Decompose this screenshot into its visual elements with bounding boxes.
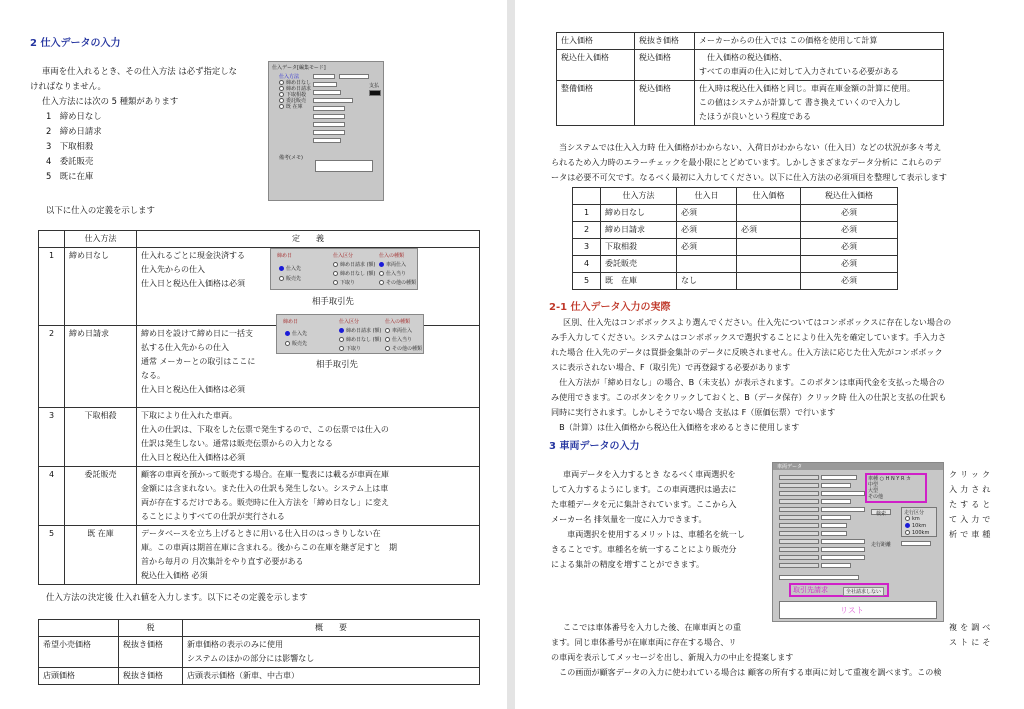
list-item: 1 締め日なし (46, 111, 102, 121)
table-row: 4 委託販売 必須 (573, 256, 898, 273)
table-header: 仕入方法 定 義 (39, 231, 480, 248)
paragraph: 車両データを入力するとき なるべく車両選択を して入力するようにします。この車両選択は過去に た車種データを元に集計されています。ここから入 メーカー名 排気量を一度に入力できます。 車両選択を使用するメリットは、車種名を統一し きることです。車種名を統一することにより販売分 による集計の精度を増すことができます。 (551, 469, 745, 569)
figure-caption: 相手取引先 (312, 296, 354, 306)
table-row: 1 締め日なし 仕入れるごとに現金決済する 仕入先からの仕入 仕入日と税込仕入価格は必須 (39, 248, 480, 326)
section-heading-3: 3 車両データの入力 (549, 441, 640, 452)
table-row: 店頭価格 税抜き価格 店頭表示価格（新車、中古車） (39, 668, 480, 685)
paragraph: 当システムでは仕入入力時 仕入価格がわからない、入荷日がわからない（仕入日）などの状況が多々考え られるため入力時のエラーチェックを最小限にとどめています。しかしさまざまなデータ分析に これらのデ ータは必要不可欠です。なるべく最初に入力してください。以下に仕入方法の必須項目を整理して表示します (551, 142, 947, 182)
table-header: 仕入方法 仕入日 仕入価格 税込仕入価格 (573, 188, 898, 205)
table-row: 仕入価格 税抜き価格 メーカーからの仕入では この価格を使用して計算 (557, 33, 944, 50)
paragraph: ます。同じ車体番号が在庫車両に存在する場合、リ の車両を表示してメッセージを出し、新規入力の中止を提案します この画面が顧客データの入力に使われている場合は 顧客の所有する車両に対して重複を調べます。この検 (551, 637, 942, 677)
required-fields-table (572, 187, 898, 290)
table-row: 4 委託販売 顧客の車両を預かって販売する場合。在庫一覧表には載るが車両在庫 金額には含まれない。また仕入の仕訳も発生しない。システム上は車 両が存在するだけである。販売時に仕入方法を「締め日なし」に変え ることによりすべての仕訳が実行される (39, 467, 480, 526)
left-page (0, 0, 507, 709)
table-row: 5 既 在庫 なし 必須 (573, 273, 898, 290)
paragraph: 区別、仕入先はコンボボックスより選んでください。仕入先についてはコンボボックスに存在しない場合の み手入力してください。システムはコンボボックスで選択することにより仕入先を確定しています。手入力さ れた場合 仕入先のデータは買掛金集計のデータに反映されません。仕入方法に応じた仕入先がコンボボック スに表示されない場合、F（取引先）で再登録する必要があります 仕入方法が「締め日なし」の場合、B（未支払）が表示されます。このボタンは車両代金を支払った場合の み使用できます。このボタンをクリックしておくと、B（データ保存）クリック時 仕入の仕訳と支払の仕訳も 同時に実行されます。しかしそうでない場合 支払は F（原価伝票）で行います B（計算）は仕入価格から税込仕入価格を求めるときに使用します (551, 317, 952, 432)
search-button[interactable]: 検索 (871, 509, 891, 515)
mileage-group: 走行区分 km 10km 100km (901, 507, 937, 537)
purchase-data-screenshot: 仕入データ[編集モード] 仕入方法 締め日なし 締め日請求 下取相殺 委託販売 既 在庫 支払 備考(メモ) (268, 61, 384, 201)
price-definition-table (38, 619, 480, 685)
list-item: 3 下取相殺 (46, 141, 94, 151)
list-item: 2 締め日請求 (46, 126, 102, 136)
list-item: 4 委託販売 (46, 156, 94, 166)
price-definition-table-continued (556, 32, 944, 126)
section-heading-2-1: 2-1 仕入データ入力の実際 (549, 302, 671, 313)
intro-text: 車両を仕入れるとき、その仕入方法 は必ず指定しな ければなりません。 仕入方法には次の 5 種類があります (30, 66, 237, 106)
paragraph: クリック 入力され たすると て入力で 析で車種 (949, 469, 994, 539)
purchase-option-panel-1: 締め日 仕入先 販売先 仕入区分 締め日請求 (額) 締め日なし (額) 下取り 仕入の種類 車両仕入 仕入当り その他の種類 (270, 248, 418, 290)
table-header: 税 概 要 (39, 620, 480, 637)
list-item: 5 既に在庫 (46, 171, 94, 181)
table-row: 5 既 在庫 データベースを立ち上げるときに用いる仕入日のはっきりしない在 庫。この車両は期首在庫に含まれる。後からこの在庫を継ぎ足すと 期 首から毎月の 月次集計をやり直す必要がある 税込仕入価格 必須 (39, 526, 480, 585)
paragraph: ここでは車体番号を入力した後、在庫車両との重 (563, 622, 742, 632)
table-row: 整備価格 税込価格 仕入時は税込仕入価格と同じ。車両在庫金額の計算に使用。 この値はシステムが計算して 書き換えていくので入力し たほうが良いという程度である (557, 81, 944, 126)
right-page (515, 0, 1024, 709)
table-row: 3 下取相殺 必須 必須 (573, 239, 898, 256)
table-row: 3 下取相殺 下取により仕入れた車両。 仕入の仕訳は、下取をした伝票で発生するので、この伝票では仕入の 仕訳は発生しない。通常は販売伝票からの入力となる 仕入日と税込仕入価格は必須 (39, 408, 480, 467)
vehicle-list[interactable]: リスト (779, 601, 937, 619)
table-row: 2 締め日請求 締め日を設けて締め日に一括支 払する仕入先からの仕入 通常 メーカーとの取引はここに なる。 仕入日と税込仕入価格は必須 (39, 326, 480, 408)
paragraph: 複を調べ ストにそ (949, 622, 994, 647)
definition-intro: 以下に仕入の定義を示します (46, 205, 155, 215)
method-list (46, 109, 102, 184)
price-intro: 仕入方法の決定後 仕入れ値を入力します。以下にその定義を示します (46, 592, 308, 602)
supplier-billing-highlight: 取引先請求 全社請求しない (789, 583, 889, 597)
figure-caption: 相手取引先 (316, 359, 358, 369)
table-row: 税込仕入価格 税込価格 仕入価格の税込価格、 すべての車両の仕入に対して入力されている必要がある (557, 50, 944, 81)
section-heading-2: 2 仕入データの入力 (30, 38, 121, 49)
table-row: 1 締め日なし 必須 必須 (573, 205, 898, 222)
table-row: 希望小売価格 税抜き価格 新車価格の表示のみに使用 システムのほかの部分には影響なし (39, 637, 480, 668)
table-row: 2 締め日請求 必須 必須 必須 (573, 222, 898, 239)
vehicle-data-screenshot: 車両データ 車種 ○ H N Y R カ 中型 大型 その他 検索 走行区分 km 10km 100km 走行距離 取引先請求 全社請求しない リスト (772, 462, 944, 622)
purchase-option-panel-2: 締め日 仕入先 販売先 仕入区分 締め日請求 (額) 締め日なし (額) 下取り 仕入の種類 車両仕入 仕入当り その他の種類 (276, 314, 424, 354)
